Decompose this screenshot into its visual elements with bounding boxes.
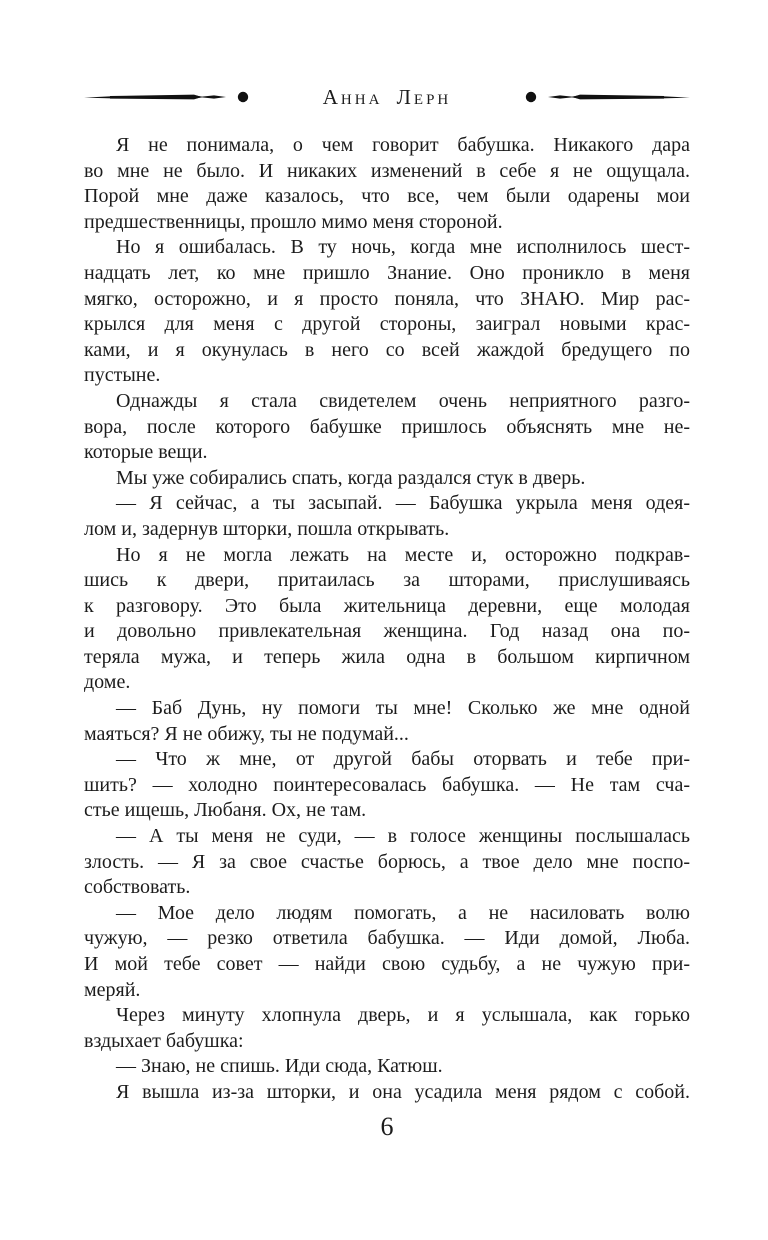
- paragraph: [84, 1080, 690, 1106]
- text-line: Я не понимала, о чем говорит бабушка. Никакого дара: [116, 134, 690, 156]
- text-line: Через минуту хлопнула дверь, и я услышала, как горько: [116, 1004, 690, 1027]
- text-line: к разговору. Это была жительница деревни, еще молодая: [84, 594, 690, 617]
- page-number: 6: [380, 1112, 394, 1141]
- text-line: доме.: [84, 671, 131, 694]
- paragraph: [84, 1003, 690, 1054]
- paragraph: [84, 235, 690, 389]
- text-line: — А ты меня не суди, — в голосе женщины послышалась: [116, 825, 690, 848]
- paragraph: [84, 543, 690, 697]
- text-line: надцать лет, ко мне пришло Знание. Оно проникло в меня: [84, 261, 690, 284]
- text-line: которые вещи.: [84, 441, 208, 464]
- text-line: И мой тебе совет — найди свою судьбу, а не чужую при-: [84, 953, 690, 975]
- text-line: ками, и я окунулась в него со всей жаждой бредущего по: [84, 338, 690, 361]
- text-line: лом и, задернув шторки, пошла открывать.: [84, 517, 450, 540]
- text-line: мягко, осторожно, и я просто поняла, что ЗНАЮ. Мир рас-: [84, 287, 690, 310]
- text-line: во мне не было. И никаких изменений в себе я не ощущала.: [84, 159, 690, 182]
- text-line: — Баб Дунь, ну помоги ты мне! Сколько же мне одной: [116, 697, 690, 720]
- text-line: Мы уже собирались спать, когда раздался стук в дверь.: [116, 466, 586, 489]
- paragraph: [84, 491, 690, 542]
- text-line: Но я ошибалась. В ту ночь, когда мне исполнилось шест-: [116, 236, 690, 259]
- ornament-rule-right-icon: [520, 90, 690, 104]
- text-line: теряла мужа, и теперь жила одна в большом кирпичном: [84, 645, 690, 668]
- text-line: шись к двери, притаилась за шторами, прислушиваясь: [84, 569, 690, 592]
- text-line: крылся для меня с другой стороны, заиграл новыми крас-: [84, 313, 690, 336]
- text-line: Но я не могла лежать на месте и, осторожно подкрав-: [116, 543, 690, 566]
- paragraph: [84, 389, 690, 466]
- ornament-rule-left-icon: [84, 90, 254, 104]
- paragraph: [84, 466, 690, 492]
- text-line: — Знаю, не спишь. Иди сюда, Катюш.: [116, 1055, 443, 1078]
- text-line: — Что ж мне, от другой бабы оторвать и тебе при-: [116, 748, 690, 771]
- text-line: — Мое дело людям помогать, а не насиловать волю: [116, 901, 690, 924]
- running-head: [84, 86, 690, 108]
- text-line: маяться? Я не обижу, ты не подумай...: [84, 722, 409, 745]
- text-line: вора, после которого бабушке пришлось объяснять мне не-: [84, 415, 690, 438]
- text-line: вздыхает бабушка:: [84, 1029, 244, 1052]
- text-line: Однажды я стала свидетелем очень неприятного разго-: [116, 389, 690, 412]
- text-line: предшественницы, прошло мимо меня стороной.: [84, 210, 503, 233]
- author-running-head: Анна Лерн: [322, 85, 452, 109]
- paragraph: [84, 133, 690, 235]
- text-line: злость. — Я за свое счастье борюсь, а твое дело мне поспо-: [84, 850, 690, 873]
- text-line: Порой мне даже казалось, что все, чем были одарены мои: [84, 185, 690, 208]
- text-line: собствовать.: [84, 876, 191, 899]
- text-line: шить? — холодно поинтересовалась бабушка. — Не там сча-: [84, 773, 690, 796]
- body-text: [84, 133, 690, 1106]
- text-line: меряй.: [84, 978, 141, 1001]
- text-line: пустыне.: [84, 364, 161, 387]
- text-line: стье ищешь, Любаня. Ох, не там.: [84, 799, 367, 822]
- paragraph: [84, 901, 690, 1003]
- text-line: и довольно привлекательная женщина. Год назад она по-: [84, 620, 690, 643]
- paragraph: [84, 696, 690, 747]
- text-line: — Я сейчас, а ты засыпай. — Бабушка укрыла меня одея-: [116, 492, 690, 515]
- paragraph: [84, 747, 690, 824]
- paragraph: [84, 824, 690, 901]
- text-line: чужую, — резко ответила бабушка. — Иди домой, Люба.: [84, 927, 690, 950]
- text-line: Я вышла из-за шторки, и она усадила меня рядом с собой.: [116, 1080, 690, 1103]
- paragraph: [84, 1054, 690, 1080]
